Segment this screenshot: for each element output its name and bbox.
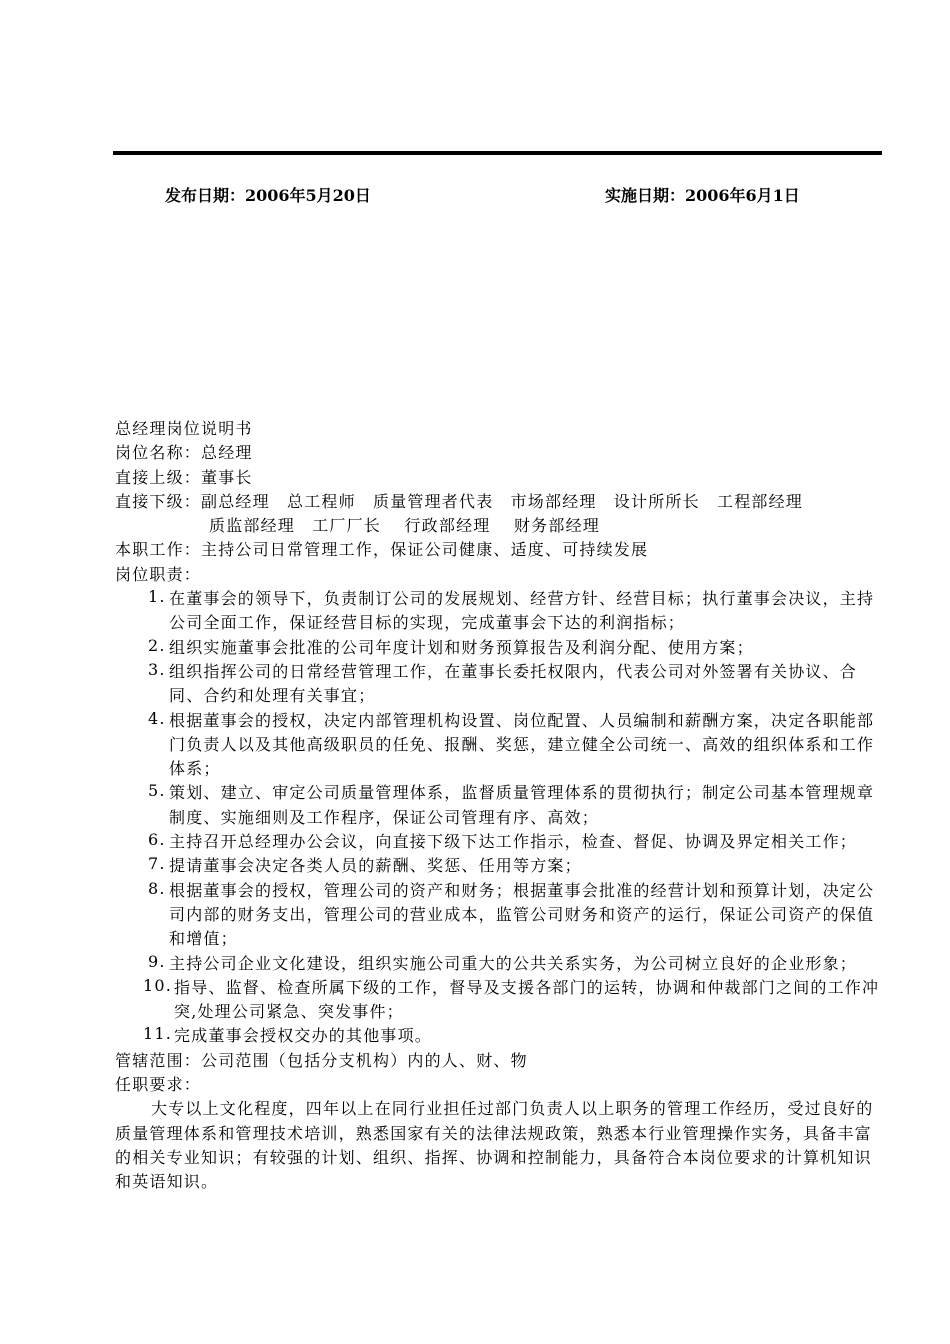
duty-number: 1. [148,587,166,607]
duty-number: 3. [148,659,166,679]
requirements-heading: 任职要求： [115,1075,202,1095]
position-name: 岗位名称：总经理 [115,443,253,463]
duties-heading: 岗位职责： [115,564,202,584]
header-rule [113,151,882,155]
duty-text: 完成董事会授权交办的其他事项。 [174,1026,433,1046]
duty-item [115,660,905,709]
duty-item [115,587,905,636]
duty-number: 9. [148,951,166,971]
duty-number: 10. [143,975,173,995]
subordinates-line-2: 质监部经理 工厂厂长 行政部经理 财务部经理 [209,516,600,536]
duty-number: 5. [148,781,166,801]
duty-text: 主持公司企业文化建设，组织实施公司重大的公共关系实务，为公司树立良好的企业形象； [169,953,858,973]
duty-text: 根据董事会的授权，决定内部管理机构设置、岗位配置、人员编制和薪酬方案，决定各职能部门负责人以及其他高级职员的任免、报酬、奖惩，建立健全公司统一、高效的组织体系和工作体系； [169,710,875,779]
job-description [115,417,905,1195]
duty-item [115,830,905,854]
duty-item [115,636,905,660]
duty-text: 在董事会的领导下，负责制订公司的发展规划、经营方针、经营目标；执行董事会决议，主持公司全面工作，保证经营目标的实现，完成董事会下达的利润指标； [169,589,875,633]
duty-item [115,709,905,782]
duty-number: 2. [148,635,166,655]
duty-item [115,952,905,976]
duty-item [115,1024,905,1048]
duty-item [115,879,905,952]
duty-text: 组织实施董事会批准的公司年度计划和财务预算报告及利润分配、使用方案； [169,637,754,657]
duty-item [115,854,905,878]
duty-number: 6. [148,830,166,850]
scope: 管辖范围：公司范围（包括分支机构）内的人、财、物 [115,1050,528,1070]
doc-title: 总经理岗位说明书 [115,419,253,438]
duty-text: 根据董事会的授权，管理公司的资产和财务；根据董事会批准的经营计划和预算计划，决定公司内部的财务支出，管理公司的营业成本，监管公司财务和资产的运行，保证公司资产的保值和增值； [169,880,875,949]
duty-number: 4. [148,708,166,728]
duty-text: 提请董事会决定各类人员的薪酬、奖惩、任用等方案； [169,856,582,876]
main-work: 本职工作：主持公司日常管理工作，保证公司健康、适度、可持续发展 [115,540,649,560]
subordinates-line-1: 直接下级：副总经理 总工程师 质量管理者代表 市场部经理 设计所所长 工程部经理 [115,491,804,511]
duty-item [115,781,905,830]
effective-date: 实施日期：2006年6月1日 [605,186,800,205]
direct-superior: 直接上级：董事长 [115,467,253,487]
duty-text: 主持召开总经理办公会议，向直接下级下达工作指示，检查、督促、协调及界定相关工作； [169,832,858,852]
publish-date: 发布日期：2006年5月20日 [165,186,371,205]
duty-number: 7. [148,854,166,874]
requirements-text: 大专以上文化程度，四年以上在同行业担任过部门负责人以上职务的管理工作经历，受过良好的质量管理体系和管理技术培训，熟悉国家有关的法律法规政策，熟悉本行业管理操作实务，具备丰富的相关专业知识；有较强的计划、组织、指挥、协调和控制能力，具备符合本岗位要求的计算机知识和英语知识。 [115,1099,874,1192]
duty-text: 组织指挥公司的日常经营管理工作，在董事长委托权限内，代表公司对外签署有关协议、合同、合约和处理有关事宜； [169,661,858,706]
duty-text: 策划、建立、审定公司质量管理体系，监督质量管理体系的贯彻执行；制定公司基本管理规章制度、实施细则及工作程序，保证公司管理有序、高效； [169,783,875,827]
duty-item [115,976,905,1025]
duty-text: 指导、监督、检查所属下级的工作，督导及支援各部门的运转，协调和仲裁部门之间的工作冲突,处理公司紧急、突发事件； [174,977,880,1022]
duty-number: 11. [143,1024,173,1044]
duty-number: 8. [148,878,166,898]
